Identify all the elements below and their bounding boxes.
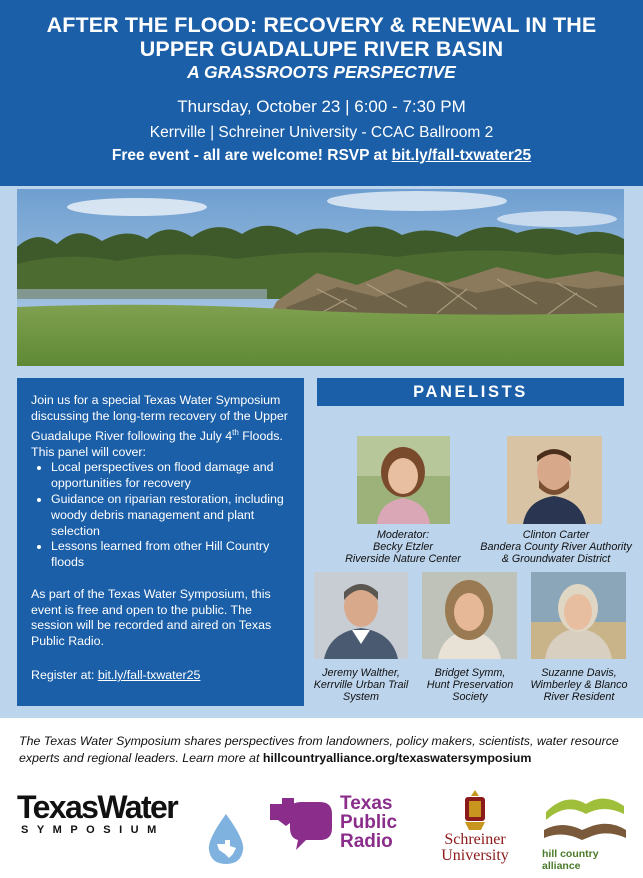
panelist-caption-suzanne-davis	[522, 667, 636, 703]
list-item: • Lessons learned from other Hill Country floods	[51, 539, 290, 571]
panelist-role: Moderator:	[376, 529, 430, 541]
panelist-photo-bridget-symm	[422, 572, 517, 659]
panelist-photo-jeremy-walther	[314, 572, 408, 659]
texas-water-symposium-logo	[17, 790, 257, 870]
hill-country-alliance-logo	[536, 790, 636, 872]
panelist-name: Suzanne Davis,	[541, 667, 617, 679]
event-title	[0, 0, 643, 61]
schreiner-crest-icon	[459, 788, 491, 832]
tpr-line-2: Public	[340, 812, 398, 833]
panelist-name: Clinton Carter	[522, 529, 590, 541]
event-description-box	[17, 378, 304, 706]
event-subtitle: A GRASSROOTS PERSPECTIVE	[187, 62, 456, 82]
panelist-org: Hunt Preservation	[426, 679, 514, 691]
panelist-photo-becky-etzler	[357, 436, 450, 524]
register-line	[31, 668, 290, 684]
register-label: Register at:	[31, 668, 98, 683]
panelist-org: Wimberley & Blanco	[530, 679, 628, 691]
title-line-1: AFTER THE FLOOD: RECOVERY & RENEWAL IN THE	[46, 13, 597, 37]
texas-water-wordmark: TexasWater	[17, 789, 178, 825]
symposium-description	[19, 733, 629, 766]
panelist-caption-clinton-carter	[471, 529, 641, 565]
panelist-name: Bridget Symm,	[434, 667, 506, 679]
tpr-wordmark	[340, 794, 397, 851]
schreiner-wordmark	[428, 832, 522, 864]
panelist-caption-becky-etzler	[322, 529, 484, 565]
hca-wordmark: hill country alliance	[542, 848, 599, 872]
panelist-org-line-2: River Resident	[543, 691, 615, 703]
panelist-org: Riverside Nature Center	[345, 553, 461, 565]
panelist-org-line-2: System	[343, 691, 379, 703]
symposium-wordmark: SYMPOSIUM	[21, 824, 165, 836]
register-link[interactable]: bit.ly/fall-txwater25	[97, 668, 201, 683]
tpr-line-3: Radio	[340, 831, 393, 852]
panelist-org: Bandera County River Authority	[480, 541, 632, 553]
topics-list	[51, 460, 290, 571]
intro-text-a: Join us for a special Texas Water Symposium discussing the long-term recovery of the Upper Guadalupe River following the July 4	[31, 393, 288, 443]
panelists-heading: PANELISTS	[317, 378, 624, 406]
hills-hands-icon	[542, 790, 628, 844]
panelist-name: Jeremy Walther,	[322, 667, 400, 679]
panelist-photo-suzanne-davis	[531, 572, 626, 659]
water-drop-icon	[203, 812, 249, 866]
rsvp-link[interactable]: bit.ly/fall-txwater25	[391, 147, 532, 164]
symposium-paragraph: As part of the Texas Water Symposium, this event is free and open to the public. The session will be recorded and aired on Texas Public Radio.	[31, 586, 272, 649]
intro-superscript: th	[232, 427, 239, 437]
panelist-caption-bridget-symm	[418, 667, 522, 703]
schreiner-line-2: University	[441, 847, 509, 864]
rsvp-text: Free event - all are welcome! RSVP at	[111, 147, 392, 164]
learn-more-link[interactable]: hillcountryalliance.org/texaswatersymposium	[262, 750, 532, 765]
list-item: • Guidance on riparian restoration, including woody debris management and plant selection	[51, 492, 290, 539]
flood-landscape-photo	[17, 189, 624, 366]
title-line-2: UPPER GUADALUPE RIVER BASIN	[139, 37, 504, 61]
event-date-time: Thursday, October 23 | 6:00 - 7:30 PM	[177, 97, 466, 116]
panelist-org-line-2: & Groundwater District	[501, 553, 611, 565]
panelist-org-line-2: Society	[452, 691, 488, 703]
schreiner-line-1: Schreiner	[444, 831, 506, 848]
intro-text-b: Floods. This panel will cover:	[31, 428, 283, 459]
tpr-speech-icon	[268, 796, 334, 852]
rsvp-line	[0, 146, 643, 165]
panelist-caption-jeremy-walther	[303, 667, 419, 703]
panelist-name: Becky Etzler	[373, 541, 433, 553]
event-header	[0, 0, 643, 186]
schreiner-university-logo	[428, 788, 522, 868]
list-item: • Local perspectives on flood damage and opportunities for recovery	[51, 460, 290, 492]
intro-paragraph	[31, 393, 290, 460]
footer-text: The Texas Water Symposium shares perspectives from landowners, policy makers, scientists, water resource experts and regional leaders. Learn more at	[19, 734, 619, 765]
panelist-org: Kerrville Urban Trail	[313, 679, 409, 691]
texas-public-radio-logo	[268, 790, 418, 860]
panelist-photo-clinton-carter	[507, 436, 602, 524]
tpr-line-1: Texas	[340, 793, 393, 814]
event-location: Kerrville | Schreiner University - CCAC Ballroom 2	[149, 124, 494, 141]
